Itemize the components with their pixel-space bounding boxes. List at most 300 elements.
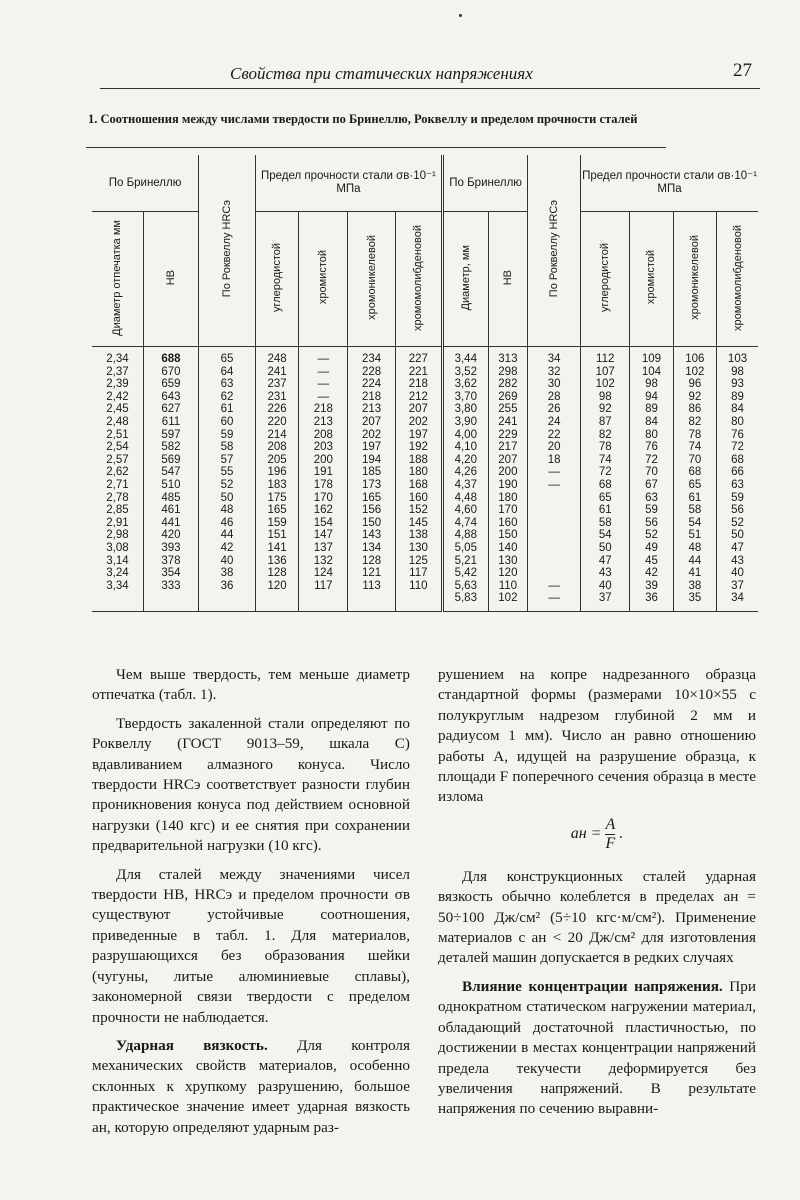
table-cell: 4,10 — [454, 441, 477, 454]
table-cell: 45 — [645, 554, 658, 567]
formula-fraction — [605, 816, 615, 853]
header-chromium-left: хромистой — [299, 212, 348, 347]
header-diameter-left: Диаметр отпечатка мм — [92, 212, 143, 347]
table-cell: 227 — [408, 353, 428, 365]
page-number: 27 — [733, 60, 752, 81]
table-cell: 3,70 — [454, 390, 477, 403]
table-cell: 106 — [685, 353, 705, 365]
table-cell: 205 — [267, 453, 287, 466]
table-cell: 76 — [645, 441, 658, 454]
table-cell: 3,80 — [454, 403, 477, 416]
paragraph: Твердость закаленной стали определяют по Роквеллу (ГОСТ 9013–59, шкала C) вдавливанием алмазного конуса. Число твердости HRCэ соответствует разности глубин проникновения конуса под действием основной нагрузки (140 кгс) и ее снятия при сохранении предварительной нагрузки (10 кгс). — [92, 714, 410, 855]
table-cell: 213 — [361, 403, 382, 416]
header-crmo-left: хромомолибденовой — [395, 212, 442, 347]
impact-heading: Ударная вязкость. — [116, 1036, 268, 1054]
table-cell: 2,85 — [106, 504, 129, 517]
table-cell — [528, 492, 580, 505]
table-cell: 2,39 — [106, 378, 129, 391]
table-cell: 84 — [731, 403, 744, 416]
table-cell: 165 — [267, 504, 287, 517]
table-cell: 150 — [498, 529, 518, 542]
table-cell: 207 — [408, 403, 428, 416]
table-cell: 298 — [498, 365, 518, 378]
table-cell: 4,48 — [454, 491, 477, 504]
table-cell: 58 — [688, 504, 702, 517]
table-cell: 218 — [313, 403, 333, 416]
table-cell: 62 — [220, 390, 234, 403]
table-cell: 207 — [498, 453, 518, 466]
impact-formula — [438, 816, 756, 853]
running-header — [100, 58, 760, 89]
table-cell: 117 — [409, 567, 428, 580]
table-cell: 38 — [688, 579, 702, 592]
table-cell: 121 — [361, 567, 382, 580]
col-chromium-left — [299, 347, 348, 612]
table-cell: 50 — [731, 529, 744, 542]
table-cell: 441 — [161, 516, 181, 529]
table-cell: 59 — [645, 504, 658, 517]
table-cell: 207 — [361, 415, 382, 428]
col-hb-right — [488, 347, 528, 612]
print-speck — [459, 14, 462, 17]
table-cell: 43 — [598, 567, 612, 580]
table-cell: 82 — [598, 428, 612, 441]
table-cell: 65 — [220, 353, 234, 365]
table-cell: 28 — [547, 390, 561, 403]
table-cell: 143 — [361, 529, 382, 542]
table-cell: 241 — [267, 365, 287, 378]
table-cell: 229 — [498, 428, 518, 441]
header-rockwell-left: По Роквеллу HRCэ — [199, 155, 256, 347]
table-cell: 2,57 — [106, 453, 129, 466]
col-hrc-right — [528, 347, 581, 612]
table-cell: 89 — [645, 403, 658, 416]
table-cell: 36 — [645, 592, 658, 605]
table-cell: 42 — [220, 541, 234, 554]
table-cell: 180 — [498, 491, 518, 504]
header-carbon-left: углеродистой — [255, 212, 298, 347]
table-cell: 255 — [498, 403, 518, 416]
table-cell: 170 — [498, 504, 518, 517]
table-cell: 224 — [361, 378, 382, 391]
header-rockwell-right: По Роквеллу HRCэ — [528, 155, 581, 347]
table-cell: 60 — [220, 415, 234, 428]
table-cell: 40 — [731, 567, 744, 580]
table-cell: 41 — [688, 567, 702, 580]
table-cell: 208 — [267, 441, 287, 454]
table-cell: 159 — [267, 516, 287, 529]
header-brinell-left: По Бринеллю — [92, 155, 199, 212]
table-cell: 63 — [731, 478, 744, 491]
table-cell: 65 — [688, 478, 702, 491]
table-cell: 2,45 — [106, 403, 129, 416]
paragraph: Для сталей между значениями чисел твердости HB, HRCэ и пределом прочности σв существуют устойчивые соотношения, приведенные в табл. 1. Для материалов, разрушающихся без образования шейки (чугуны, литые алюминиевые сплавы), закономерной связи твердости с пределом прочности не наблюдается. — [92, 865, 410, 1026]
concentration-body: При однократном статическом нагружении материал, обладающий достаточной пластичностью, по достижении в местах концентрации напряжений предела текучести деформируется без увеличения напряжений. В результате напряжения по сечению выравни- — [438, 977, 756, 1118]
table-cell: 113 — [362, 579, 381, 592]
header-chromium-right: хромистой — [630, 212, 673, 347]
table-cell: 125 — [408, 554, 428, 567]
col-chromium-right — [630, 347, 673, 612]
table-cell: 5,21 — [454, 554, 477, 567]
table-cell: 196 — [267, 466, 287, 479]
table-cell: 96 — [688, 378, 702, 391]
table-cell: 59 — [220, 428, 234, 441]
table-cell: 54 — [688, 516, 702, 529]
table-cell: 688 — [161, 353, 181, 365]
table-cell: 67 — [645, 478, 658, 491]
table-cell: 112 — [596, 353, 615, 365]
table-cell: 160 — [498, 516, 518, 529]
table-cell: 94 — [645, 390, 658, 403]
table-cell: 68 — [731, 453, 744, 466]
table-cell: 2,51 — [106, 428, 129, 441]
table-cell: 248 — [267, 353, 287, 365]
table-cell: 643 — [161, 390, 181, 403]
table-cell: 74 — [688, 441, 702, 454]
table-cell — [528, 542, 580, 555]
table-cell: 145 — [408, 516, 428, 529]
table-cell: 354 — [161, 567, 181, 580]
table-cell: 22 — [547, 428, 561, 441]
table-cell: 59 — [731, 491, 744, 504]
table-cell: 72 — [645, 453, 658, 466]
table-cell: 218 — [408, 378, 428, 391]
table-cell: 87 — [598, 415, 612, 428]
table-cell: 2,62 — [106, 466, 129, 479]
table-cell: 151 — [267, 529, 287, 542]
table-cell: 168 — [408, 478, 428, 491]
table-cell: 4,20 — [454, 453, 477, 466]
table-cell: 212 — [408, 390, 428, 403]
paragraph-concentration — [438, 977, 756, 1120]
table-cell: 63 — [645, 491, 658, 504]
table-cell: 52 — [220, 478, 234, 491]
col-hb-left — [143, 347, 198, 612]
table-cell: 202 — [361, 428, 382, 441]
table-cell: 2,54 — [106, 441, 129, 454]
table-cell — [528, 567, 580, 580]
table-cell: 3,44 — [454, 353, 477, 365]
table-cell: 4,88 — [454, 529, 477, 542]
table-cell: 4,74 — [454, 516, 477, 529]
table-cell: 197 — [361, 441, 382, 454]
table-cell: 130 — [408, 541, 428, 554]
table-cell: 178 — [313, 478, 333, 491]
col-diameter-right — [442, 347, 488, 612]
table-cell: 124 — [313, 567, 333, 580]
table-cell: 136 — [267, 554, 287, 567]
table-cell: 34 — [731, 592, 744, 605]
table-cell: 24 — [547, 415, 561, 428]
table-cell: 228 — [361, 365, 382, 378]
table-cell: 2,42 — [106, 390, 129, 403]
header-diameter-right: Диаметр, мм — [442, 212, 488, 347]
table-cell: 2,34 — [106, 353, 129, 365]
table-cell: 80 — [731, 415, 744, 428]
table-cell: 393 — [161, 541, 181, 554]
table-cell: 313 — [498, 353, 518, 365]
table-cell: 150 — [361, 516, 382, 529]
table-cell: 38 — [220, 567, 234, 580]
table-cell: 173 — [361, 478, 382, 491]
table-cell: 102 — [685, 365, 705, 378]
table-cell: 107 — [595, 365, 615, 378]
table-cell: 49 — [645, 541, 658, 554]
table-cell: 55 — [220, 466, 234, 479]
table-cell: 269 — [498, 390, 518, 403]
table-cell: 35 — [688, 592, 702, 605]
table-cell: 92 — [688, 390, 702, 403]
col-crni-right — [673, 347, 716, 612]
table-cell: 30 — [547, 378, 561, 391]
table-cell: 4,26 — [454, 466, 477, 479]
table-cell: 40 — [220, 554, 234, 567]
table-cell: 2,37 — [106, 365, 129, 378]
table-cell: 4,60 — [454, 504, 477, 517]
table-cell: 190 — [498, 478, 518, 491]
table-cell: 203 — [313, 441, 333, 454]
table-cell: 86 — [688, 403, 702, 416]
table-body-row — [92, 347, 758, 612]
table-cell: 152 — [408, 504, 428, 517]
table-caption: 1. Соотношения между числами твердости по Бринеллю, Роквеллу и пределом прочности сталей — [88, 112, 638, 126]
table-cell: 241 — [498, 415, 518, 428]
col-crni-left — [348, 347, 395, 612]
table-cell: 214 — [267, 428, 287, 441]
table-cell: 51 — [688, 529, 702, 542]
col-crmo-right — [717, 347, 758, 612]
table-cell: 200 — [498, 466, 518, 479]
table-cell: 104 — [641, 365, 662, 378]
table-cell: 4,37 — [454, 478, 477, 491]
table-cell: 627 — [161, 403, 181, 416]
table-cell: 65 — [598, 491, 612, 504]
table-cell: 128 — [361, 554, 382, 567]
table-cell: 72 — [731, 441, 744, 454]
table-cell: 44 — [220, 529, 234, 542]
table-cell: 102 — [498, 592, 518, 605]
table-cell: 202 — [408, 415, 428, 428]
table-cell: 2,48 — [106, 415, 129, 428]
table-cell: 18 — [547, 453, 561, 466]
col-carbon-right — [581, 347, 630, 612]
table-cell: 40 — [598, 579, 612, 592]
table-cell: 569 — [161, 453, 181, 466]
table-cell: 183 — [267, 478, 287, 491]
table-cell: 64 — [220, 365, 234, 378]
table-cell: 58 — [220, 441, 234, 454]
table-cell: 3,08 — [106, 541, 129, 554]
table-cell: 48 — [220, 504, 234, 517]
col-hrc-left — [199, 347, 256, 612]
table-cell: 141 — [267, 541, 287, 554]
table-cell: 3,14 — [106, 554, 129, 567]
table-cell: 5,63 — [454, 579, 477, 592]
table-cell: 5,83 — [454, 592, 477, 605]
table-cell — [528, 555, 580, 568]
table-cell: — — [317, 378, 330, 391]
table-cell: 50 — [220, 491, 234, 504]
table-cell: 66 — [731, 466, 744, 479]
table-cell: 78 — [688, 428, 702, 441]
table-cell: 154 — [313, 516, 333, 529]
table-cell: 56 — [731, 504, 744, 517]
table-cell: 547 — [161, 466, 181, 479]
table-cell: 48 — [688, 541, 702, 554]
table-cell: 36 — [220, 579, 234, 592]
table-cell: 132 — [313, 554, 333, 567]
table-cell: 89 — [731, 390, 744, 403]
table-cell: 56 — [645, 516, 658, 529]
caption-rule — [86, 147, 666, 148]
table-cell: 5,05 — [454, 541, 477, 554]
table-cell: 72 — [598, 466, 612, 479]
header-brinell-right: По Бринеллю — [442, 155, 527, 212]
table-cell: 226 — [267, 403, 287, 416]
table-cell: 80 — [645, 428, 658, 441]
table-cell: 52 — [731, 516, 744, 529]
paragraph-impact — [92, 1036, 410, 1138]
table-cell: 2,98 — [106, 529, 129, 542]
table-cell: 510 — [161, 478, 181, 491]
table-cell: 98 — [645, 378, 658, 391]
table-cell: 191 — [313, 466, 333, 479]
formula-lhs: aн = — [570, 825, 602, 843]
table-cell: 611 — [161, 415, 181, 428]
table-cell: 231 — [267, 390, 287, 403]
table-cell: 221 — [408, 365, 428, 378]
table-cell: 98 — [598, 390, 612, 403]
running-title: Свойства при статических напряжениях — [230, 64, 533, 83]
header-strength-right: Предел прочности стали σв·10⁻¹ МПа — [581, 155, 758, 212]
table-cell: 128 — [267, 567, 287, 580]
table-cell: 134 — [361, 541, 382, 554]
table-cell: 3,90 — [454, 415, 477, 428]
col-carbon-left — [255, 347, 298, 612]
table-cell: 70 — [645, 466, 658, 479]
table-cell: 137 — [313, 541, 333, 554]
table-cell: 92 — [598, 403, 612, 416]
formula-numerator: A — [605, 815, 616, 833]
table-cell: 217 — [498, 441, 518, 454]
table-cell: 61 — [598, 504, 612, 517]
table-cell: 117 — [314, 579, 333, 592]
table-cell: 84 — [645, 415, 658, 428]
table-cell: 138 — [408, 529, 428, 542]
table-cell: 37 — [731, 579, 744, 592]
table-cell: 420 — [161, 529, 181, 542]
table-cell: 93 — [731, 378, 744, 391]
table-cell: 37 — [598, 592, 612, 605]
table-cell: 156 — [361, 504, 382, 517]
header-crmo-right: хромомолибденовой — [717, 212, 758, 347]
table-cell: 192 — [408, 441, 428, 454]
table-cell: 110 — [498, 579, 518, 592]
table-cell: 234 — [361, 353, 382, 365]
table-cell: 170 — [313, 491, 333, 504]
table-cell: 140 — [498, 541, 518, 554]
table-cell: 52 — [645, 529, 658, 542]
table-cell: 61 — [220, 403, 234, 416]
table-cell: 194 — [361, 453, 382, 466]
table-cell: 34 — [547, 353, 561, 365]
table-cell: — — [317, 390, 330, 403]
table-cell: 74 — [598, 453, 612, 466]
table-cell: 109 — [641, 353, 662, 365]
formula-denominator: F — [605, 834, 616, 852]
table-cell: 120 — [267, 579, 287, 592]
table-cell: 57 — [220, 453, 234, 466]
table-cell: 147 — [313, 529, 333, 542]
header-strength-left: Предел прочности стали σв·10⁻¹ МПа — [255, 155, 442, 212]
table-cell: 76 — [731, 428, 744, 441]
table-cell: 162 — [313, 504, 333, 517]
table-cell: 333 — [161, 579, 181, 592]
table-cell: 68 — [688, 466, 702, 479]
table-cell: 5,42 — [454, 567, 477, 580]
table-cell: 188 — [408, 453, 428, 466]
table-cell: 20 — [547, 441, 561, 454]
table-cell: 54 — [598, 529, 612, 542]
table-cell — [528, 517, 580, 530]
table-cell: 44 — [688, 554, 702, 567]
table-cell: 130 — [498, 554, 518, 567]
header-crni-left: хромоникелевой — [348, 212, 395, 347]
table-cell: — — [317, 365, 330, 378]
table-cell: 461 — [161, 504, 181, 517]
table-cell: 165 — [361, 491, 382, 504]
header-crni-right: хромоникелевой — [673, 212, 716, 347]
header-hb-right: HB — [488, 212, 528, 347]
table-cell: 58 — [598, 516, 612, 529]
table-cell: 98 — [731, 365, 744, 378]
table-cell: 47 — [598, 554, 612, 567]
table-cell: 213 — [313, 415, 333, 428]
table-cell: 3,34 — [106, 579, 129, 592]
table-cell: 2,78 — [106, 491, 129, 504]
text-column-left — [92, 665, 410, 1138]
table-cell: 4,00 — [454, 428, 477, 441]
table-cell: 485 — [161, 491, 181, 504]
table-cell: 120 — [498, 567, 518, 580]
table-cell: 50 — [598, 541, 612, 554]
table-cell: — — [548, 478, 560, 491]
table-cell: 670 — [161, 365, 181, 378]
table-cell: 32 — [547, 365, 561, 378]
table-cell: 2,91 — [106, 516, 129, 529]
table-cell: 200 — [313, 453, 333, 466]
table-cell: 197 — [408, 428, 428, 441]
table-cell: — — [548, 579, 560, 592]
table-cell: 46 — [220, 516, 234, 529]
table-cell: 180 — [408, 466, 428, 479]
table-cell: 378 — [161, 554, 181, 567]
table-cell — [528, 504, 580, 517]
table-cell: 597 — [161, 428, 181, 441]
table-cell: 185 — [361, 466, 382, 479]
impact-body: Для контроля механических свойств материалов, особенно склонных к хрупкому разрушению, большое практическое значение имеет ударная вязкость aн, которую определяют ударным раз- — [92, 1036, 410, 1136]
table-cell: — — [317, 353, 330, 365]
table-cell: 82 — [688, 415, 702, 428]
table-cell: — — [548, 592, 560, 605]
table-cell: 68 — [598, 478, 612, 491]
table-cell: 103 — [727, 353, 748, 365]
table-cell: 3,24 — [106, 567, 129, 580]
table-cell: 175 — [267, 491, 287, 504]
table-cell: 282 — [498, 378, 518, 391]
col-diameter-left — [92, 347, 143, 612]
table-cell: 2,71 — [106, 478, 129, 491]
